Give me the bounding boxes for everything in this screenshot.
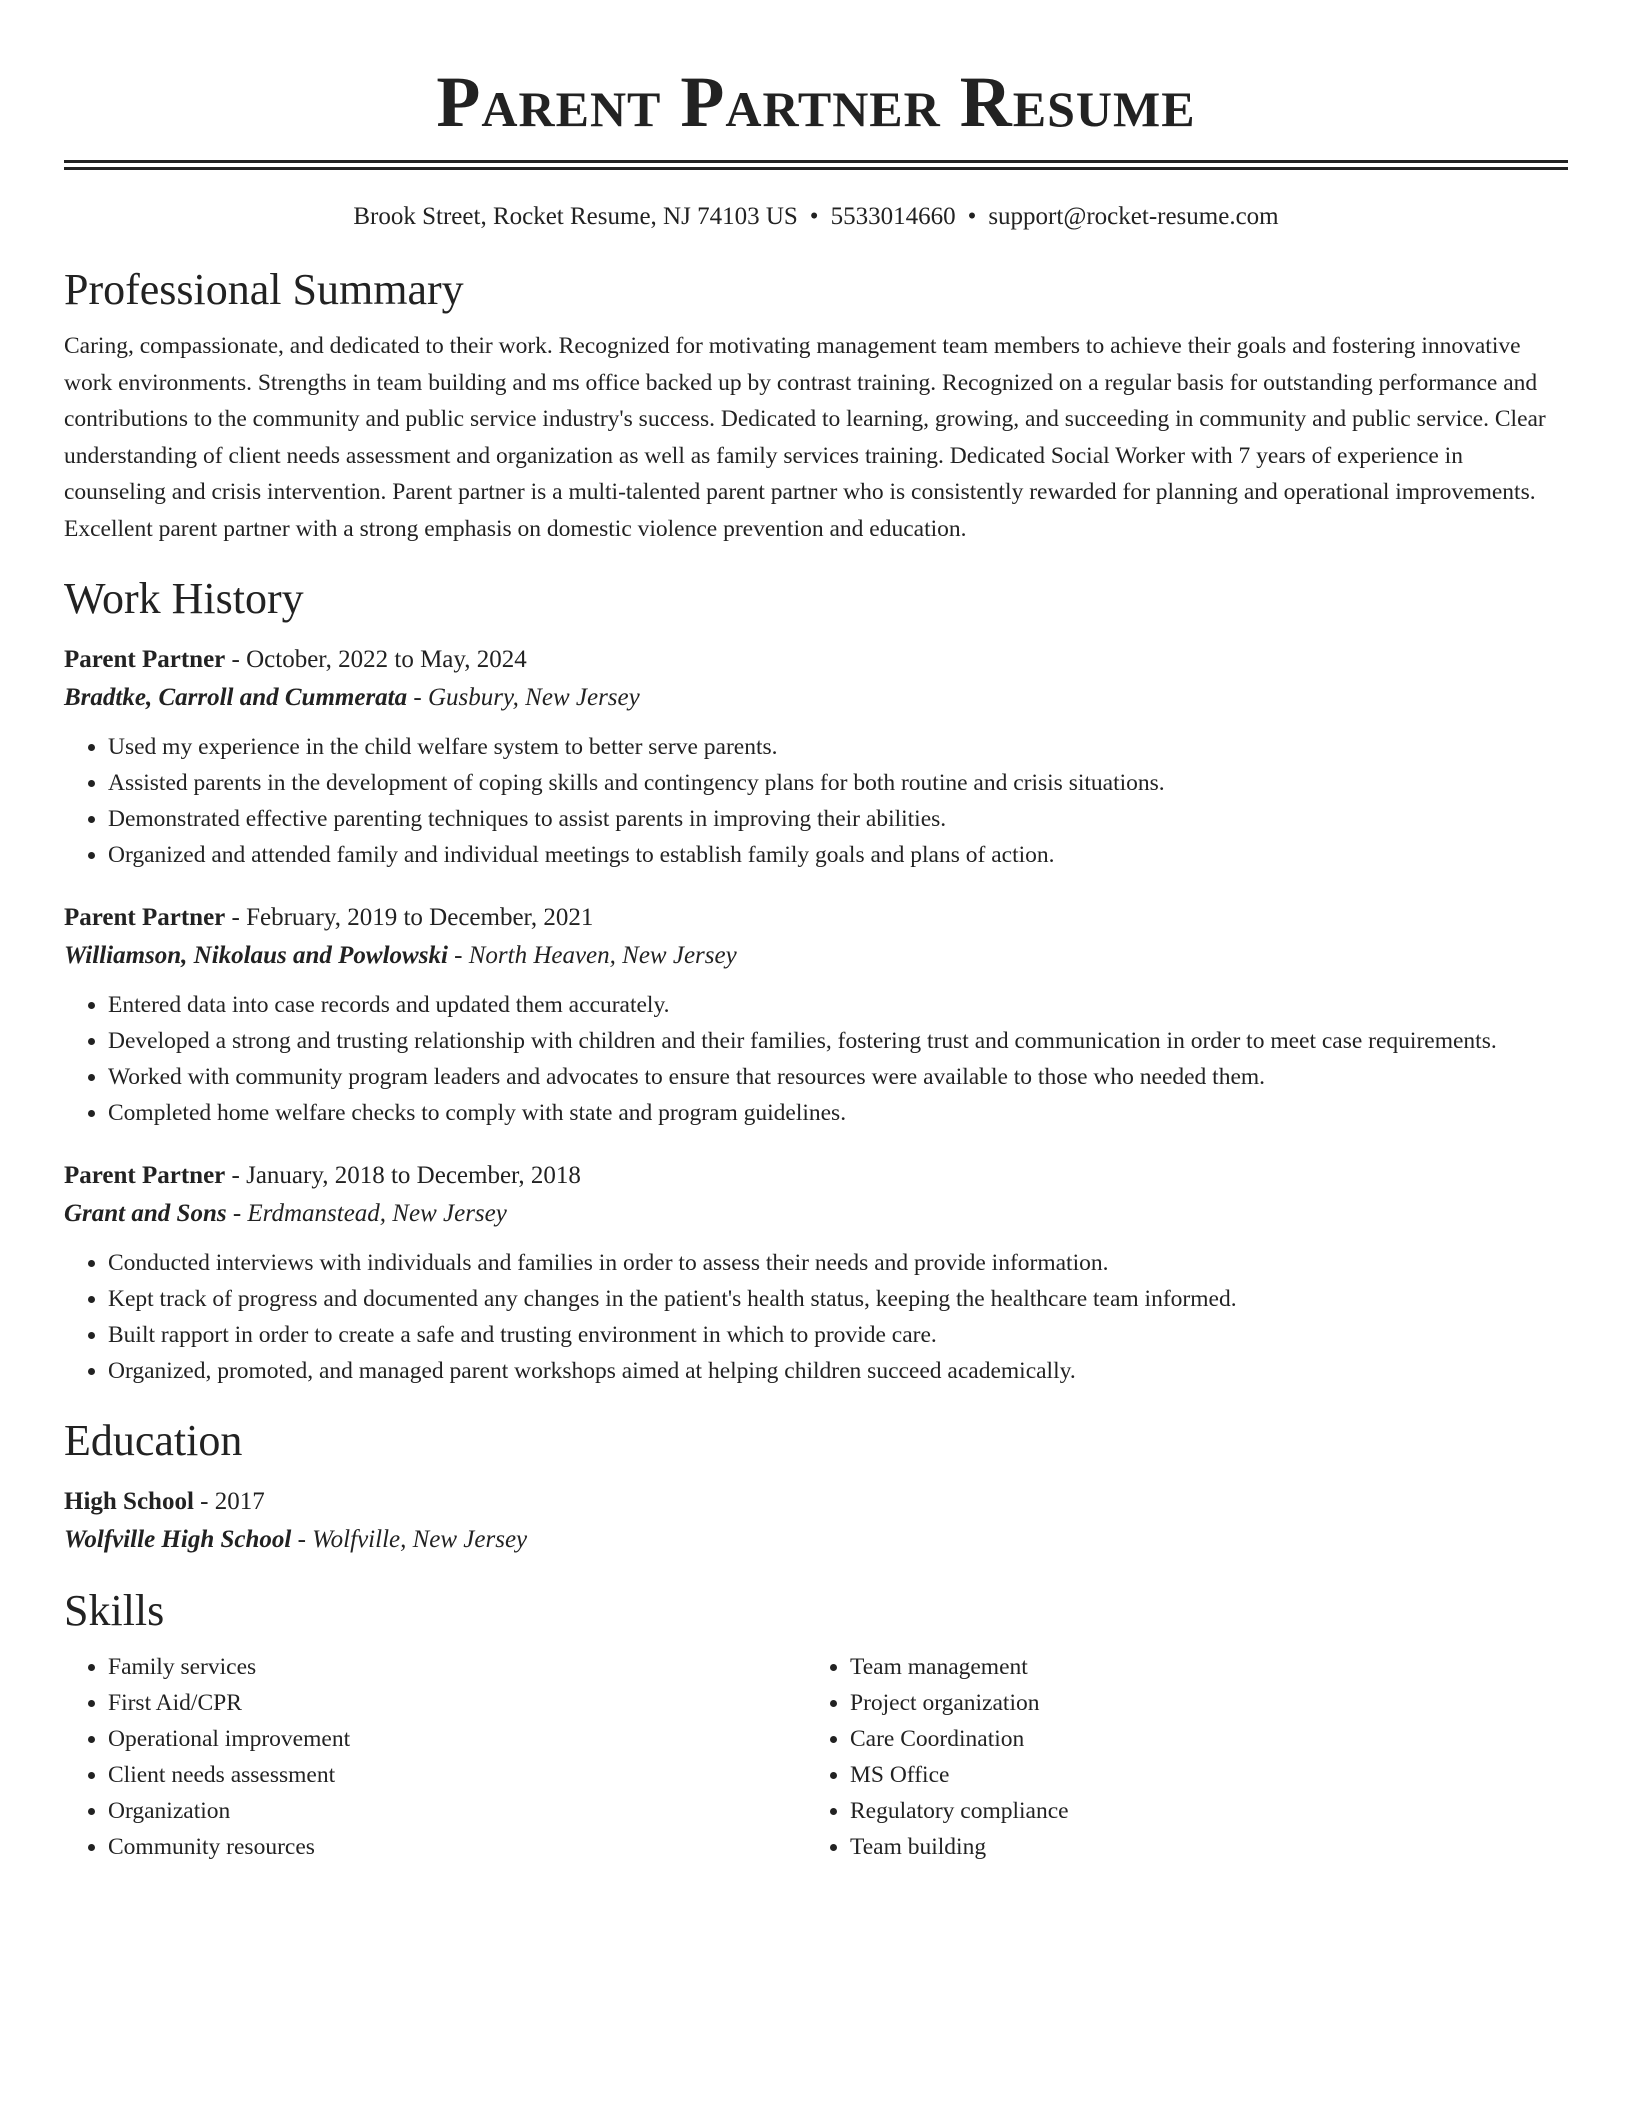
job-duty: • Used my experience in the child welfare system to better serve parents. (108, 729, 1568, 765)
job-duty: • Developed a strong and trusting relationship with children and their families, fostering trust and communication in order to meet case requirements. (108, 1023, 1568, 1059)
work-history-heading: Work History (64, 574, 304, 623)
summary-heading: Professional Summary (64, 265, 464, 314)
job-duties (64, 729, 1568, 873)
job-duty: • Built rapport in order to create a safe and trusting environment in which to provide care. (108, 1317, 1568, 1353)
company-location: - Gusbury, New Jersey (407, 684, 640, 711)
education-heading: Education (64, 1416, 243, 1465)
school-location: - Wolfville, New Jersey (291, 1526, 528, 1553)
contact-email: support@rocket-resume.com (988, 203, 1279, 230)
skill-item: • Organization (108, 1793, 806, 1829)
contact-separator: • (967, 203, 977, 230)
job-duty: • Kept track of progress and documented any changes in the patient's health status, keeping the healthcare team informed. (108, 1281, 1568, 1317)
job-title: Parent Partner (64, 904, 226, 931)
skill-item: • Team building (850, 1829, 1548, 1865)
company-name: Bradtke, Carroll and Cummerata (64, 684, 408, 711)
job-duties (64, 1245, 1568, 1389)
contact-address: Brook Street, Rocket Resume, NJ 74103 US (353, 203, 798, 230)
summary-text: Caring, compassionate, and dedicated to their work. Recognized for motivating management team members to achieve their goals and fostering innovative work environments. Strengths in team building and ms office backed up by contrast training. Recognized on a regular basis for outstanding performance and contributions to the community and public service industry's success. Dedicated to learning, growing, and succeeding in community and public service. Clear understanding of client needs assessment and organization as well as family services training. Dedicated Social Worker with 7 years of experience in counseling and crisis intervention. Parent partner is a multi-talented parent partner who is consistently rewarded for planning and operational improvements. Excellent parent partner with a strong emphasis on domestic violence prevention and education. (64, 333, 1546, 542)
school-line (64, 1521, 1568, 1559)
skills-heading: Skills (64, 1586, 165, 1635)
skill-item: • First Aid/CPR (108, 1685, 806, 1721)
company-name: Grant and Sons (64, 1200, 227, 1227)
skill-item: • Client needs assessment (108, 1757, 806, 1793)
job-duty: • Entered data into case records and updated them accurately. (108, 987, 1568, 1023)
job-title: Parent Partner (64, 1162, 226, 1189)
education-entry (64, 1483, 1568, 1559)
skill-item: • Community resources (108, 1829, 806, 1865)
skills-grid (64, 1649, 1568, 1865)
job-title: Parent Partner (64, 646, 226, 673)
job-duty: • Demonstrated effective parenting techniques to assist parents in improving their abilities. (108, 801, 1568, 837)
degree-line (64, 1483, 1568, 1521)
degree: High School (64, 1488, 194, 1515)
skill-item: • Team management (850, 1649, 1548, 1685)
company-location: - North Heaven, New Jersey (447, 942, 737, 969)
company-name: Williamson, Nikolaus and Powlowski (64, 942, 448, 969)
skills-column-right (806, 1649, 1548, 1865)
job-duty: • Completed home welfare checks to comply with state and program guidelines. (108, 1095, 1568, 1131)
job-duty: • Worked with community program leaders and advocates to ensure that resources were available to those who needed them. (108, 1059, 1568, 1095)
job-duty: • Conducted interviews with individuals and families in order to assess their needs and provide information. (108, 1245, 1568, 1281)
contact-separator: • (809, 203, 819, 230)
job-duty: • Organized, promoted, and managed parent workshops aimed at helping children succeed academically. (108, 1353, 1568, 1389)
job-duties (64, 987, 1568, 1131)
job-duty: • Assisted parents in the development of coping skills and contingency plans for both routine and crisis situations. (108, 765, 1568, 801)
skill-item: • Regulatory compliance (850, 1793, 1548, 1829)
job-duty: • Organized and attended family and individual meetings to establish family goals and plans of action. (108, 837, 1568, 873)
job-title-line (64, 899, 1568, 937)
graduation-year: - 2017 (193, 1488, 265, 1515)
company-line (64, 1195, 1568, 1233)
job-title-line (64, 641, 1568, 679)
company-line (64, 679, 1568, 717)
title-divider (64, 160, 1568, 170)
job-dates: - January, 2018 to December, 2018 (225, 1162, 581, 1189)
school-name: Wolfville High School (64, 1526, 292, 1553)
skill-item: • Care Coordination (850, 1721, 1548, 1757)
skill-item: • Family services (108, 1649, 806, 1685)
contact-phone: 5533014660 (830, 203, 956, 230)
contact-line (64, 200, 1568, 234)
company-line (64, 937, 1568, 975)
skill-item: • MS Office (850, 1757, 1548, 1793)
skills-list (64, 1649, 806, 1865)
skills-list (806, 1649, 1548, 1865)
job-dates: - October, 2022 to May, 2024 (225, 646, 527, 673)
job-title-line (64, 1157, 1568, 1195)
skill-item: • Project organization (850, 1685, 1548, 1721)
job-entry (64, 899, 1568, 1131)
job-entry (64, 1157, 1568, 1389)
company-location: - Erdmanstead, New Jersey (226, 1200, 507, 1227)
job-entry (64, 641, 1568, 873)
skill-item: • Operational improvement (108, 1721, 806, 1757)
job-dates: - February, 2019 to December, 2021 (225, 904, 594, 931)
skills-column-left (64, 1649, 806, 1865)
page-title: Parent Partner Resume (436, 62, 1196, 142)
